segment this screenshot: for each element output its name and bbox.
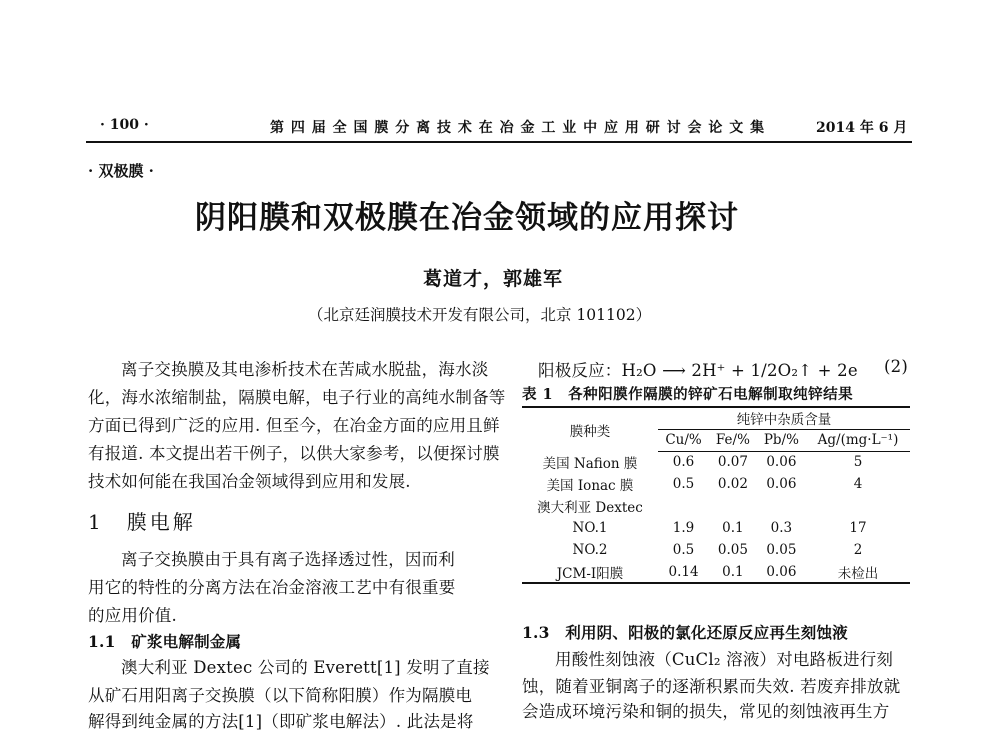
ag-value: 17 [849,520,867,536]
fe-value: 0.1 [722,520,744,536]
fe-value: 0.02 [717,476,748,492]
section-1-line: 的应用价值. [88,606,177,625]
intro-line: 技术如何能在我国冶金领域得到应用和发展. [88,472,411,491]
cu-value [658,495,709,517]
intro-line: 离子交换膜及其电渗析技术在苦咸水脱盐，海水淡 [121,360,489,379]
table-row [522,517,910,539]
cu-value: 0.14 [658,561,709,583]
ag-value: 未检出 [806,561,910,583]
page-number: · 100 · [100,117,149,133]
authors: 葛道才，郭雄军 [423,268,564,290]
para-1-1-line: 从矿石用阳离子交换膜（以下简称阳膜）作为隔膜电 [88,686,473,705]
membrane-name: 美国 Nafion 膜 [542,456,638,472]
cu-value: 1.9 [672,520,695,536]
pb-value: 0.06 [766,476,797,492]
ag-value: 2 [853,542,863,558]
issue-date: 2014 年 6 月 [816,120,908,136]
para-1-3-line: 用酸性刻蚀液（CuCl₂ 溶液）对电路板进行刻 [555,650,894,669]
pb-value: 0.3 [770,520,793,536]
cu-value: 0.5 [672,542,695,558]
subsection-1-3-title: 1.3 利用阴、阳极的氯化还原反应再生刻蚀液 [522,623,848,642]
intro-line: 有报道. 本文提出若干例子，以供大家参考，以便探讨膜 [88,444,500,463]
table-row [522,451,910,473]
membrane-column-header: 膜种类 [522,407,658,451]
article-title: 阴阳膜和双极膜在冶金领域的应用探讨 [195,200,739,236]
fe-value: 0.05 [717,542,748,558]
section-1-title: 1 膜电解 [88,510,196,534]
table-row [522,561,910,583]
membrane-name: 澳大利亚 Dextec [537,500,643,516]
cu-value: 0.6 [672,454,695,471]
ag-column-header: Ag/(mg·L⁻¹) [806,429,910,451]
pb-column-header: Pb/% [757,429,806,451]
ag-value [806,495,910,517]
section-1-line: 离子交换膜由于具有离子选择透过性，因而利 [121,550,455,569]
para-1-3-line: 会造成环境污染和铜的损失，常见的刻蚀液再生方 [522,702,890,721]
membrane-name: JCM-Ⅰ阳膜 [522,561,658,583]
pb-value: 0.06 [757,561,806,583]
results-table [522,406,910,584]
membrane-name: 美国 Ionac 膜 [546,478,634,494]
pb-value: 0.06 [766,454,797,471]
fe-value: 0.1 [709,561,757,583]
intro-line: 化，海水浓缩制盐，隔膜电解，电子行业的高纯水制备等 [88,388,506,407]
membrane-name: NO.1 [572,520,608,536]
membrane-name: NO.2 [572,542,608,558]
impurity-group-header: 纯锌中杂质含量 [658,407,910,429]
section-tag: · 双极膜 · [88,162,154,180]
header-rule [86,141,912,143]
fe-column-header: Fe/% [709,429,757,451]
cu-column-header: Cu/% [658,429,709,451]
subsection-1-1-title: 1.1 矿浆电解制金属 [88,632,242,651]
para-1-1-line: 解得到纯金属的方法[1]（即矿浆电解法）. 此法是将 [88,712,474,731]
intro-line: 方面已得到广泛的应用. 但至今，在冶金方面的应用且鲜 [88,416,500,435]
table-row [522,495,910,517]
fe-value [709,495,757,517]
table-caption: 表 1 各种阳膜作隔膜的锌矿石电解制取纯锌结果 [522,386,854,403]
table-row [522,473,910,495]
fe-value: 0.07 [717,454,748,471]
affiliation: （北京廷润膜技术开发有限公司，北京 101102） [308,306,652,324]
cu-value: 0.5 [672,476,695,492]
pb-value: 0.05 [766,542,797,558]
journal-title: 第 四 届 全 国 膜 分 离 技 术 在 冶 金 工 业 中 应 用 研 讨 会 论 文 集 [270,120,766,136]
ag-value: 5 [853,454,863,471]
equation-number: (2) [884,357,908,376]
table-row [522,539,910,561]
para-1-3-line: 蚀，随着亚铜离子的逐渐积累而失效. 若废弃排放就 [522,677,901,696]
anode-equation: 阳极反应：H₂O ⟶ 2H⁺ + 1/2O₂↑ + 2e [538,361,858,380]
section-1-line: 用它的特性的分离方法在冶金溶液工艺中有很重要 [88,578,456,597]
para-1-1-line: 澳大利亚 Dextec 公司的 Everett[1] 发明了直接 [121,658,490,677]
ag-value: 4 [853,476,863,492]
pb-value [757,495,806,517]
